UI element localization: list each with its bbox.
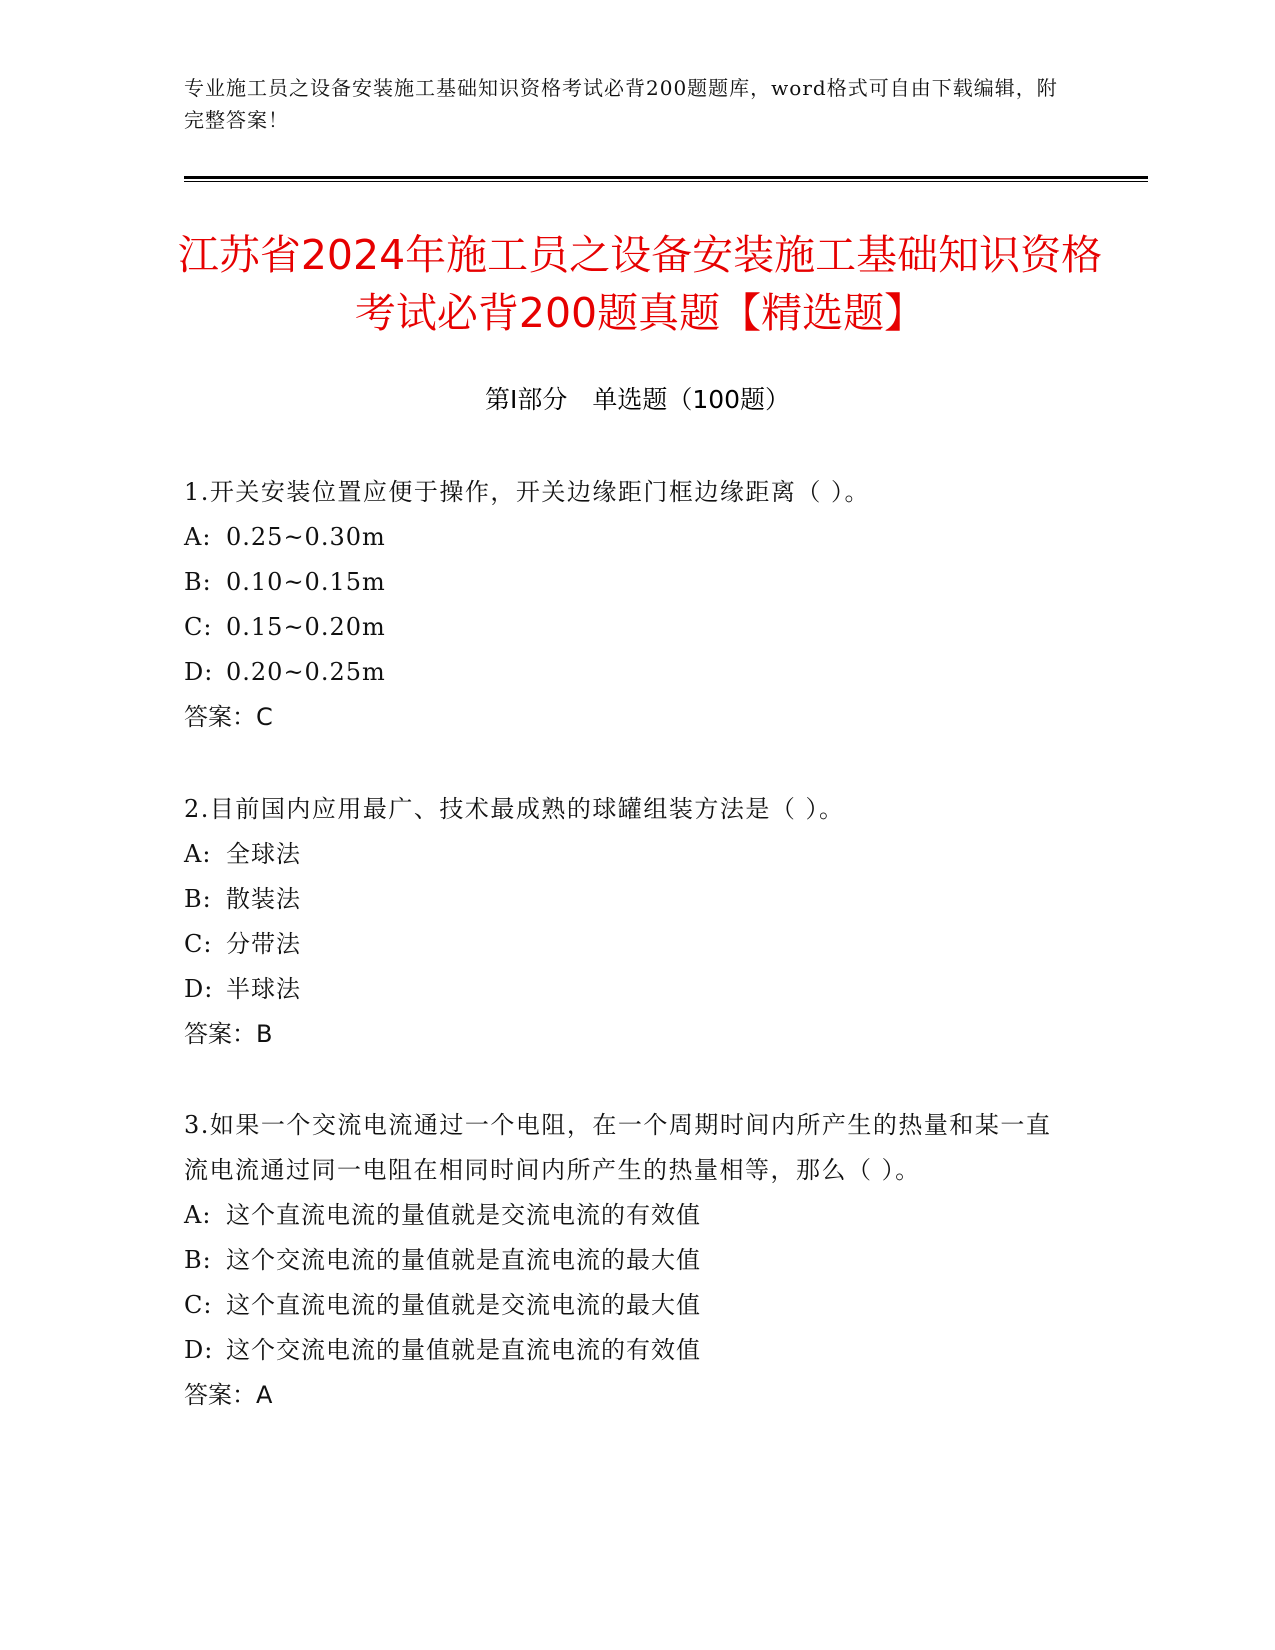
option-letter: C: <box>184 930 213 958</box>
question-3 <box>184 1103 1064 1418</box>
option-text: 0.20~0.25m <box>226 658 386 686</box>
option-text: 全球法 <box>226 840 301 868</box>
option-letter: A: <box>184 523 212 551</box>
option-text: 0.25~0.30m <box>226 523 386 551</box>
option-a <box>184 832 1064 877</box>
question-stem: 3.如果一个交流电流通过一个电阻，在一个周期时间内所产生的热量和某一直流电流通过同一电阻在相同时间内所产生的热量相等，那么（ ）。 <box>184 1111 1052 1184</box>
option-text: 0.15~0.20m <box>226 613 386 641</box>
document-title: 江苏省2024年施工员之设备安装施工基础知识资格考试必背200题真题【精选题】 <box>177 231 1103 337</box>
option-letter: B: <box>184 1246 212 1274</box>
option-letter: D: <box>184 658 214 686</box>
option-d <box>184 650 1064 695</box>
option-letter: B: <box>184 568 212 596</box>
option-text: 分带法 <box>226 930 301 958</box>
option-c <box>184 1283 1064 1328</box>
option-letter: D: <box>184 1336 214 1364</box>
header-note: 专业施工员之设备安装施工基础知识资格考试必背200题题库，word格式可自由下载编辑，附完整答案！ <box>184 76 1058 132</box>
option-letter: B: <box>184 885 212 913</box>
question-stem: 1.开关安装位置应便于操作，开关边缘距门框边缘距离（ ）。 <box>184 478 871 506</box>
section-title: 第Ⅰ部分 单选题（100题） <box>484 385 791 414</box>
option-letter: C: <box>184 613 213 641</box>
question-2 <box>184 787 1064 1057</box>
option-a <box>184 1193 1064 1238</box>
option-text: 这个直流电流的量值就是交流电流的有效值 <box>226 1201 701 1229</box>
option-d <box>184 967 1064 1012</box>
header-rule-thin <box>184 181 1148 182</box>
option-b <box>184 560 1064 605</box>
option-text: 这个交流电流的量值就是直流电流的最大值 <box>226 1246 701 1274</box>
option-text: 半球法 <box>226 975 301 1003</box>
option-text: 散装法 <box>226 885 301 913</box>
option-text: 这个直流电流的量值就是交流电流的最大值 <box>226 1291 701 1319</box>
option-letter: A: <box>184 1201 212 1229</box>
answer: 答案：A <box>184 1381 273 1409</box>
question-stem: 2.目前国内应用最广、技术最成熟的球罐组装方法是（ ）。 <box>184 795 845 823</box>
question-1 <box>184 470 1064 740</box>
option-c <box>184 605 1064 650</box>
option-b <box>184 877 1064 922</box>
option-letter: C: <box>184 1291 213 1319</box>
option-text: 这个交流电流的量值就是直流电流的有效值 <box>226 1336 701 1364</box>
option-letter: D: <box>184 975 214 1003</box>
option-b <box>184 1238 1064 1283</box>
option-letter: A: <box>184 840 212 868</box>
option-a <box>184 515 1064 560</box>
header-rule-thick <box>184 176 1148 179</box>
option-d <box>184 1328 1064 1373</box>
answer: 答案：C <box>184 703 273 731</box>
option-text: 0.10~0.15m <box>226 568 386 596</box>
answer: 答案：B <box>184 1020 273 1048</box>
option-c <box>184 922 1064 967</box>
